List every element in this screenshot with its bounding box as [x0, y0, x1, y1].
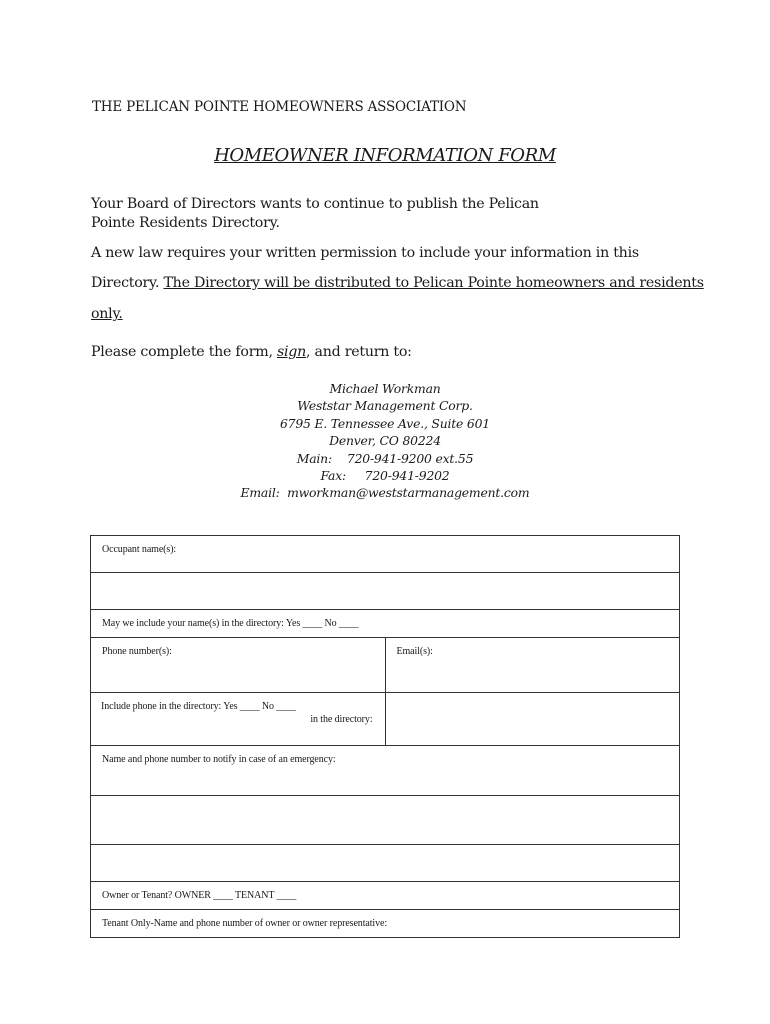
contact-name: Michael Workman: [329, 381, 441, 396]
phone-number-label: Phone number(s):: [102, 646, 172, 657]
contact-city: Denver, CO 80224: [329, 433, 441, 449]
occupant-name-label: Occupant name(s):: [91, 536, 680, 573]
contact-fax: Fax: 720-941-9202: [320, 468, 450, 484]
distribution-notice: The Directory will be distributed to Pelican Pointe homeowners and residents: [163, 275, 704, 291]
email-field[interactable]: [385, 638, 680, 693]
directory-text: Directory.: [91, 275, 164, 291]
emergency-contact-field[interactable]: [91, 796, 680, 845]
intro-paragraph-2-line-2: [91, 275, 704, 291]
email-label: Email(s):: [396, 646, 433, 657]
emergency-contact-field-2[interactable]: [91, 845, 680, 882]
occupant-name-field[interactable]: [91, 573, 680, 610]
instructions-text: Please complete the form,: [91, 344, 277, 360]
include-names-question[interactable]: May we include your name(s) in the directory: Yes ____ No ____: [91, 610, 680, 638]
distribution-notice-end: only.: [91, 306, 123, 322]
owner-tenant-question[interactable]: Owner or Tenant? OWNER ____ TENANT ____: [91, 882, 680, 910]
contact-block: [0, 380, 770, 502]
include-email-field[interactable]: [385, 693, 680, 746]
intro-paragraph-1: Your Board of Directors wants to continue to publish the Pelican Pointe Residents Directory.: [91, 196, 539, 231]
intro-paragraph-2-line-1: A new law requires your written permission to include your information in this: [91, 245, 639, 261]
association-name: THE PELICAN POINTE HOMEOWNERS ASSOCIATION: [92, 99, 467, 115]
tenant-owner-contact-label: Tenant Only-Name and phone number of owner or owner representative:: [91, 910, 680, 938]
contact-address: 6795 E. Tennessee Ave., Suite 601: [280, 415, 490, 431]
include-phone-question[interactable]: [91, 693, 386, 746]
contact-company: Weststar Management Corp.: [297, 398, 473, 414]
sign-emphasis: sign: [276, 344, 307, 360]
contact-main-phone: Main: 720-941-9200 ext.55: [296, 450, 474, 466]
instructions-text-end: , and return to:: [306, 344, 412, 360]
include-phone-label-continued: in the directory:: [310, 714, 373, 725]
include-phone-label: Include phone in the directory: Yes ____ No ____: [101, 701, 296, 712]
instructions: [91, 344, 412, 360]
form-title: HOMEOWNER INFORMATION FORM: [214, 145, 556, 166]
contact-email: Email: mworkman@weststarmanagement.com: [240, 485, 530, 501]
information-form-table: [90, 535, 680, 938]
phone-number-field[interactable]: [91, 638, 386, 693]
emergency-contact-label: Name and phone number to notify in case of an emergency:: [91, 746, 680, 796]
